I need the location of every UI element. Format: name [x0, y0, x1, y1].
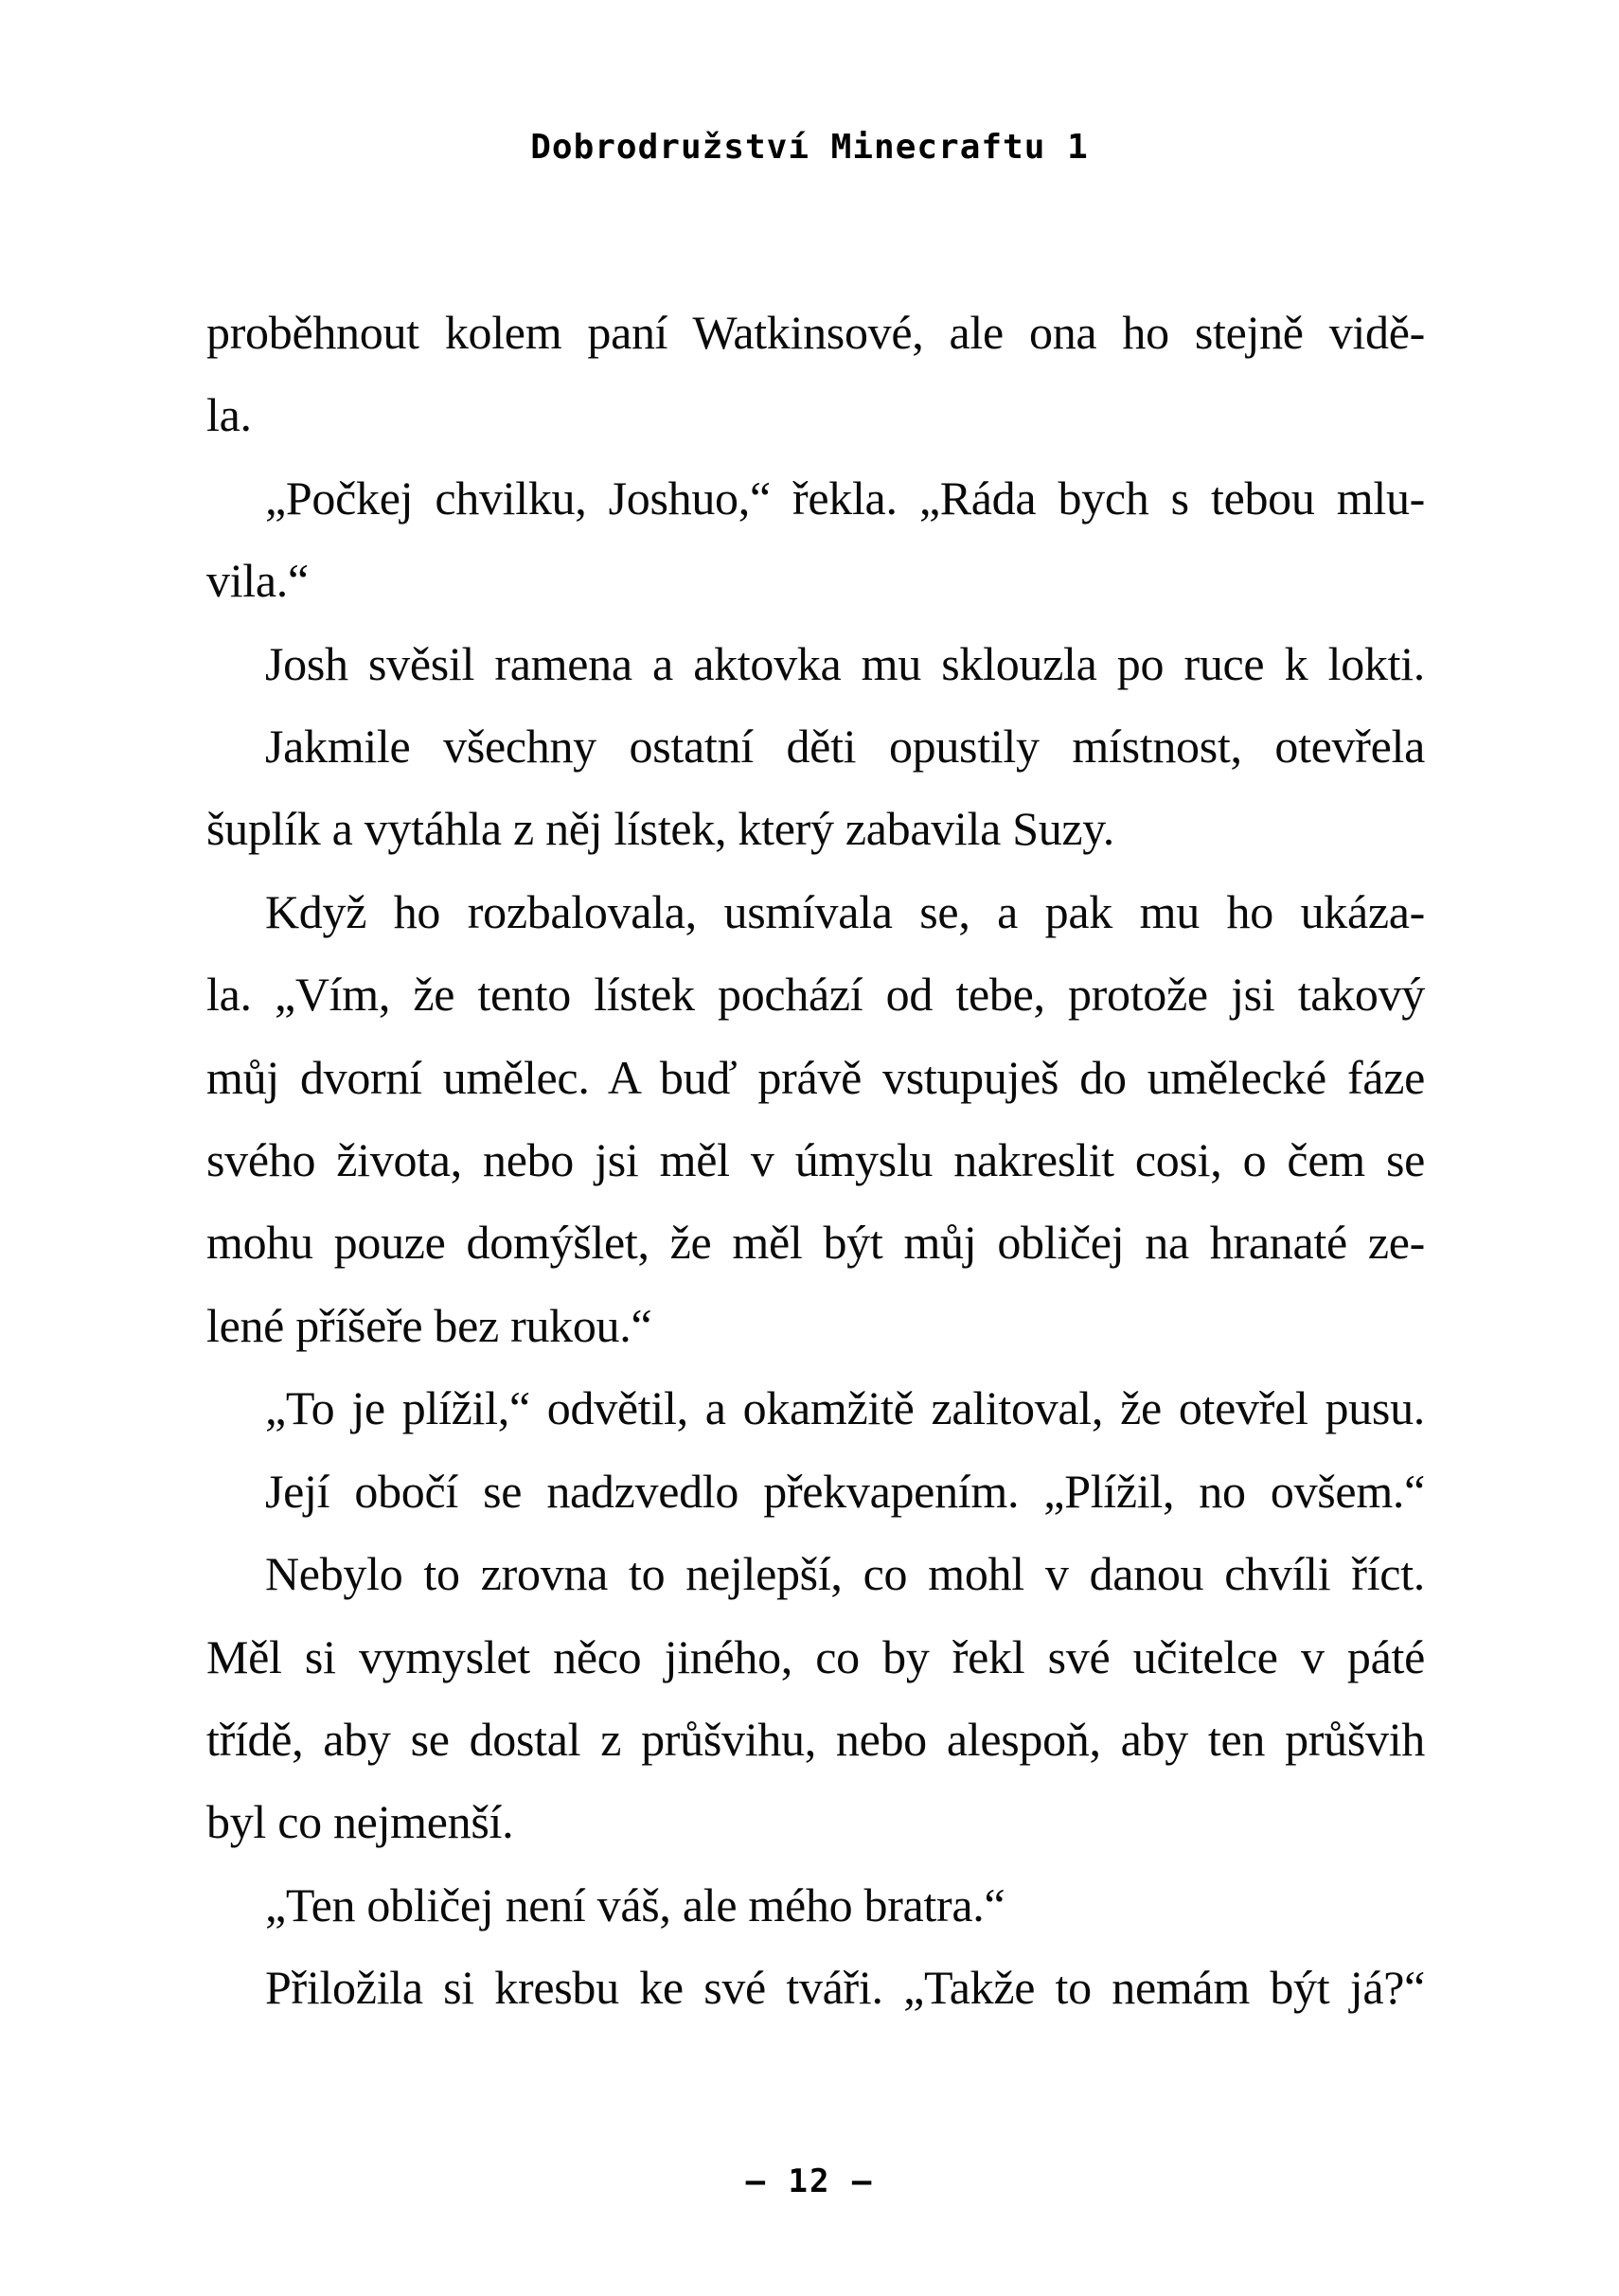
text-line: Josh svěsil ramena a aktovka mu sklouzla po ruce k lokti. [265, 636, 1425, 690]
running-header-title: Dobrodružství Minecraftu 1 [530, 128, 1089, 167]
text-line: svého života, nebo jsi měl v úmyslu nakreslit cosi, o čem se [206, 1133, 1425, 1187]
text-line: šuplík a vytáhla z něj lístek, který zabavila Suzy. [206, 802, 1114, 856]
text-line: „To je plížil,“ odvětil, a okamžitě zalitoval, že otevřel pusu. [265, 1381, 1425, 1435]
text-line: „Počkej chvilku, Joshuo,“ řekla. „Ráda bych s tebou mlu- [265, 471, 1425, 525]
text-line: třídě, aby se dostal z průšvihu, nebo alespoň, aby ten průšvih [206, 1712, 1425, 1766]
text-line: byl co nejmenší. [206, 1795, 514, 1849]
text-line: lené příšeře bez rukou.“ [206, 1298, 652, 1352]
text-line: vila.“ [206, 554, 309, 608]
text-line: Přiložila si kresbu ke své tváři. „Takže to nemám být já?“ [265, 1961, 1425, 2015]
page-number: – 12 – [745, 2163, 874, 2200]
text-line: la. „Vím, že tento lístek pochází od tebe, protože jsi takový [206, 968, 1425, 1022]
text-line: mohu pouze domýšlet, že měl být můj obličej na hranaté ze- [206, 1216, 1425, 1270]
text-line: Jakmile všechny ostatní děti opustily místnost, otevřela [265, 720, 1425, 774]
text-line: Měl si vymyslet něco jiného, co by řekl své učitelce v páté [206, 1629, 1425, 1683]
text-line: „Ten obličej není váš, ale mého bratra.“ [265, 1878, 1005, 1931]
text-line: la. [206, 388, 252, 442]
page-text [206, 292, 1425, 2030]
text-line: Její obočí se nadzvedlo překvapením. „Plížil, no ovšem.“ [265, 1464, 1425, 1518]
text-line: Když ho rozbalovala, usmívala se, a pak mu ho ukáza- [265, 884, 1425, 938]
text-line: Nebylo to zrovna to nejlepší, co mohl v danou chvíli říct. [265, 1547, 1425, 1601]
text-line: můj dvorní umělec. A buď právě vstupuješ do umělecké fáze [206, 1050, 1425, 1104]
text-line: proběhnout kolem paní Watkinsové, ale ona ho stejně vidě- [206, 306, 1425, 359]
